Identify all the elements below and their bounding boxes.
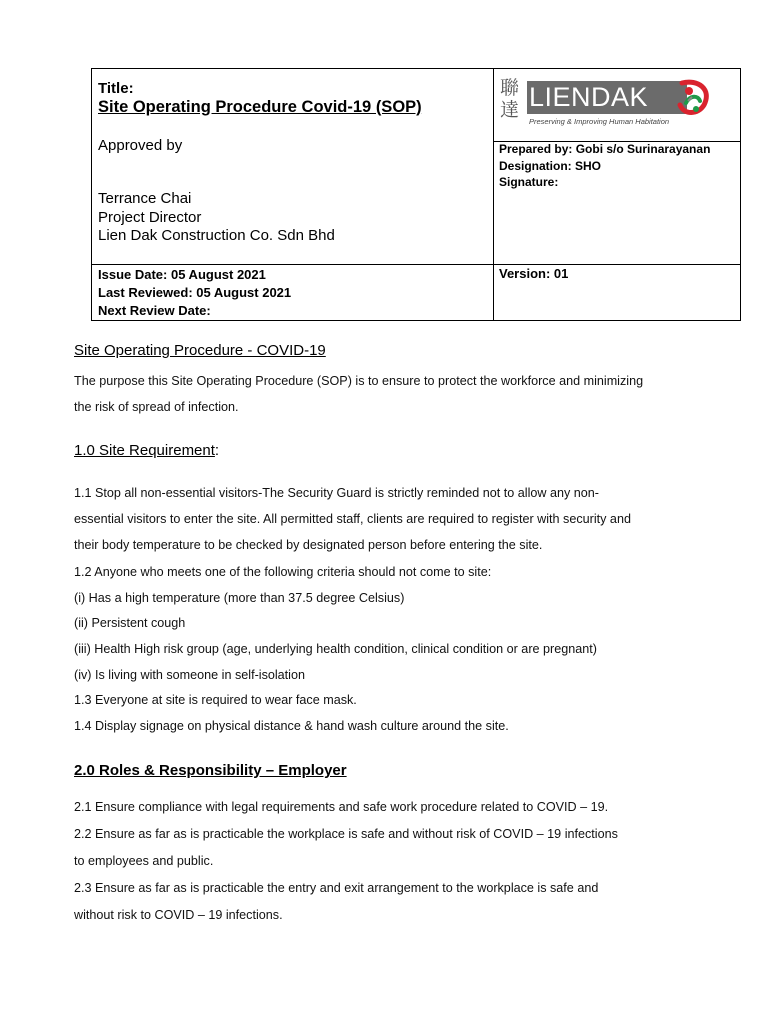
approver-name: Terrance Chai xyxy=(98,190,192,207)
item-1-1-line-2: essential visitors to enter the site. All permitted staff, clients are required to register with security and xyxy=(74,512,631,526)
section-2-heading: 2.0 Roles & Responsibility – Employer xyxy=(74,762,347,779)
approver-company: Lien Dak Construction Co. Sdn Bhd xyxy=(98,227,335,244)
last-reviewed: Last Reviewed: 05 August 2021 xyxy=(98,285,292,300)
criteria-i: (i) Has a high temperature (more than 37.5 degree Celsius) xyxy=(74,591,405,605)
section-1-heading-wrap xyxy=(74,442,219,459)
approver-block xyxy=(98,190,335,246)
table-divider-horizontal xyxy=(92,264,740,265)
company-logo xyxy=(500,77,715,137)
item-2-3-line-1: 2.3 Ensure as far as is practicable the entry and exit arrangement to the workplace is safe and xyxy=(74,881,599,895)
purpose-line-2: the risk of spread of infection. xyxy=(74,400,239,414)
item-1-2: 1.2 Anyone who meets one of the following criteria should not come to site: xyxy=(74,565,492,579)
logo-tagline: Preserving & Improving Human Habitation xyxy=(529,117,670,126)
approved-by-label: Approved by xyxy=(98,137,183,154)
logo-chinese-characters: 聯達 xyxy=(500,77,520,121)
prepared-by-block xyxy=(499,141,710,191)
item-1-3: 1.3 Everyone at site is required to wear face mask. xyxy=(74,693,357,707)
table-divider-vertical xyxy=(493,69,494,320)
item-1-1-line-1: 1.1 Stop all non-essential visitors-The Security Guard is strictly reminded not to allow any non- xyxy=(74,486,599,500)
header-table xyxy=(91,68,741,321)
document-title: Site Operating Procedure Covid-19 (SOP) xyxy=(98,98,422,116)
prepared-by: Prepared by: Gobi s/o Surinarayanan xyxy=(499,142,711,156)
section-title: Site Operating Procedure - COVID-19 xyxy=(74,342,326,359)
signature-label: Signature: xyxy=(499,175,559,189)
review-dates-block xyxy=(98,266,291,320)
criteria-ii: (ii) Persistent cough xyxy=(74,616,186,630)
next-review-date: Next Review Date: xyxy=(98,303,211,318)
item-2-2-line-1: 2.2 Ensure as far as is practicable the workplace is safe and without risk of COVID – 19 infections xyxy=(74,827,618,841)
criteria-iii: (iii) Health High risk group (age, underlying health condition, clinical condition or are pregnant) xyxy=(74,642,597,656)
purpose-line-1: The purpose this Site Operating Procedure (SOP) is to ensure to protect the workforce and minimizing xyxy=(74,374,644,388)
issue-date: Issue Date: 05 August 2021 xyxy=(98,267,266,282)
version-label: Version: 01 xyxy=(499,266,569,281)
designation: Designation: SHO xyxy=(499,158,602,173)
item-2-3-line-2: without risk to COVID – 19 infections. xyxy=(74,908,283,922)
logo-emblem-icon xyxy=(676,79,712,117)
section-1-colon: : xyxy=(214,442,220,459)
item-1-1-line-3: their body temperature to be checked by designated person before entering the site. xyxy=(74,538,543,552)
item-1-4: 1.4 Display signage on physical distance & hand wash culture around the site. xyxy=(74,719,509,733)
approver-role: Project Director xyxy=(98,208,202,226)
section-1-heading: 1.0 Site Requirement xyxy=(74,442,215,459)
criteria-iv: (iv) Is living with someone in self-isolation xyxy=(74,668,305,682)
item-2-2-line-2: to employees and public. xyxy=(74,854,214,868)
title-label: Title: xyxy=(98,80,134,97)
item-2-1: 2.1 Ensure compliance with legal requirements and safe work procedure related to COVID – 19. xyxy=(74,800,609,814)
logo-brand-name: LIENDAK xyxy=(527,81,687,114)
